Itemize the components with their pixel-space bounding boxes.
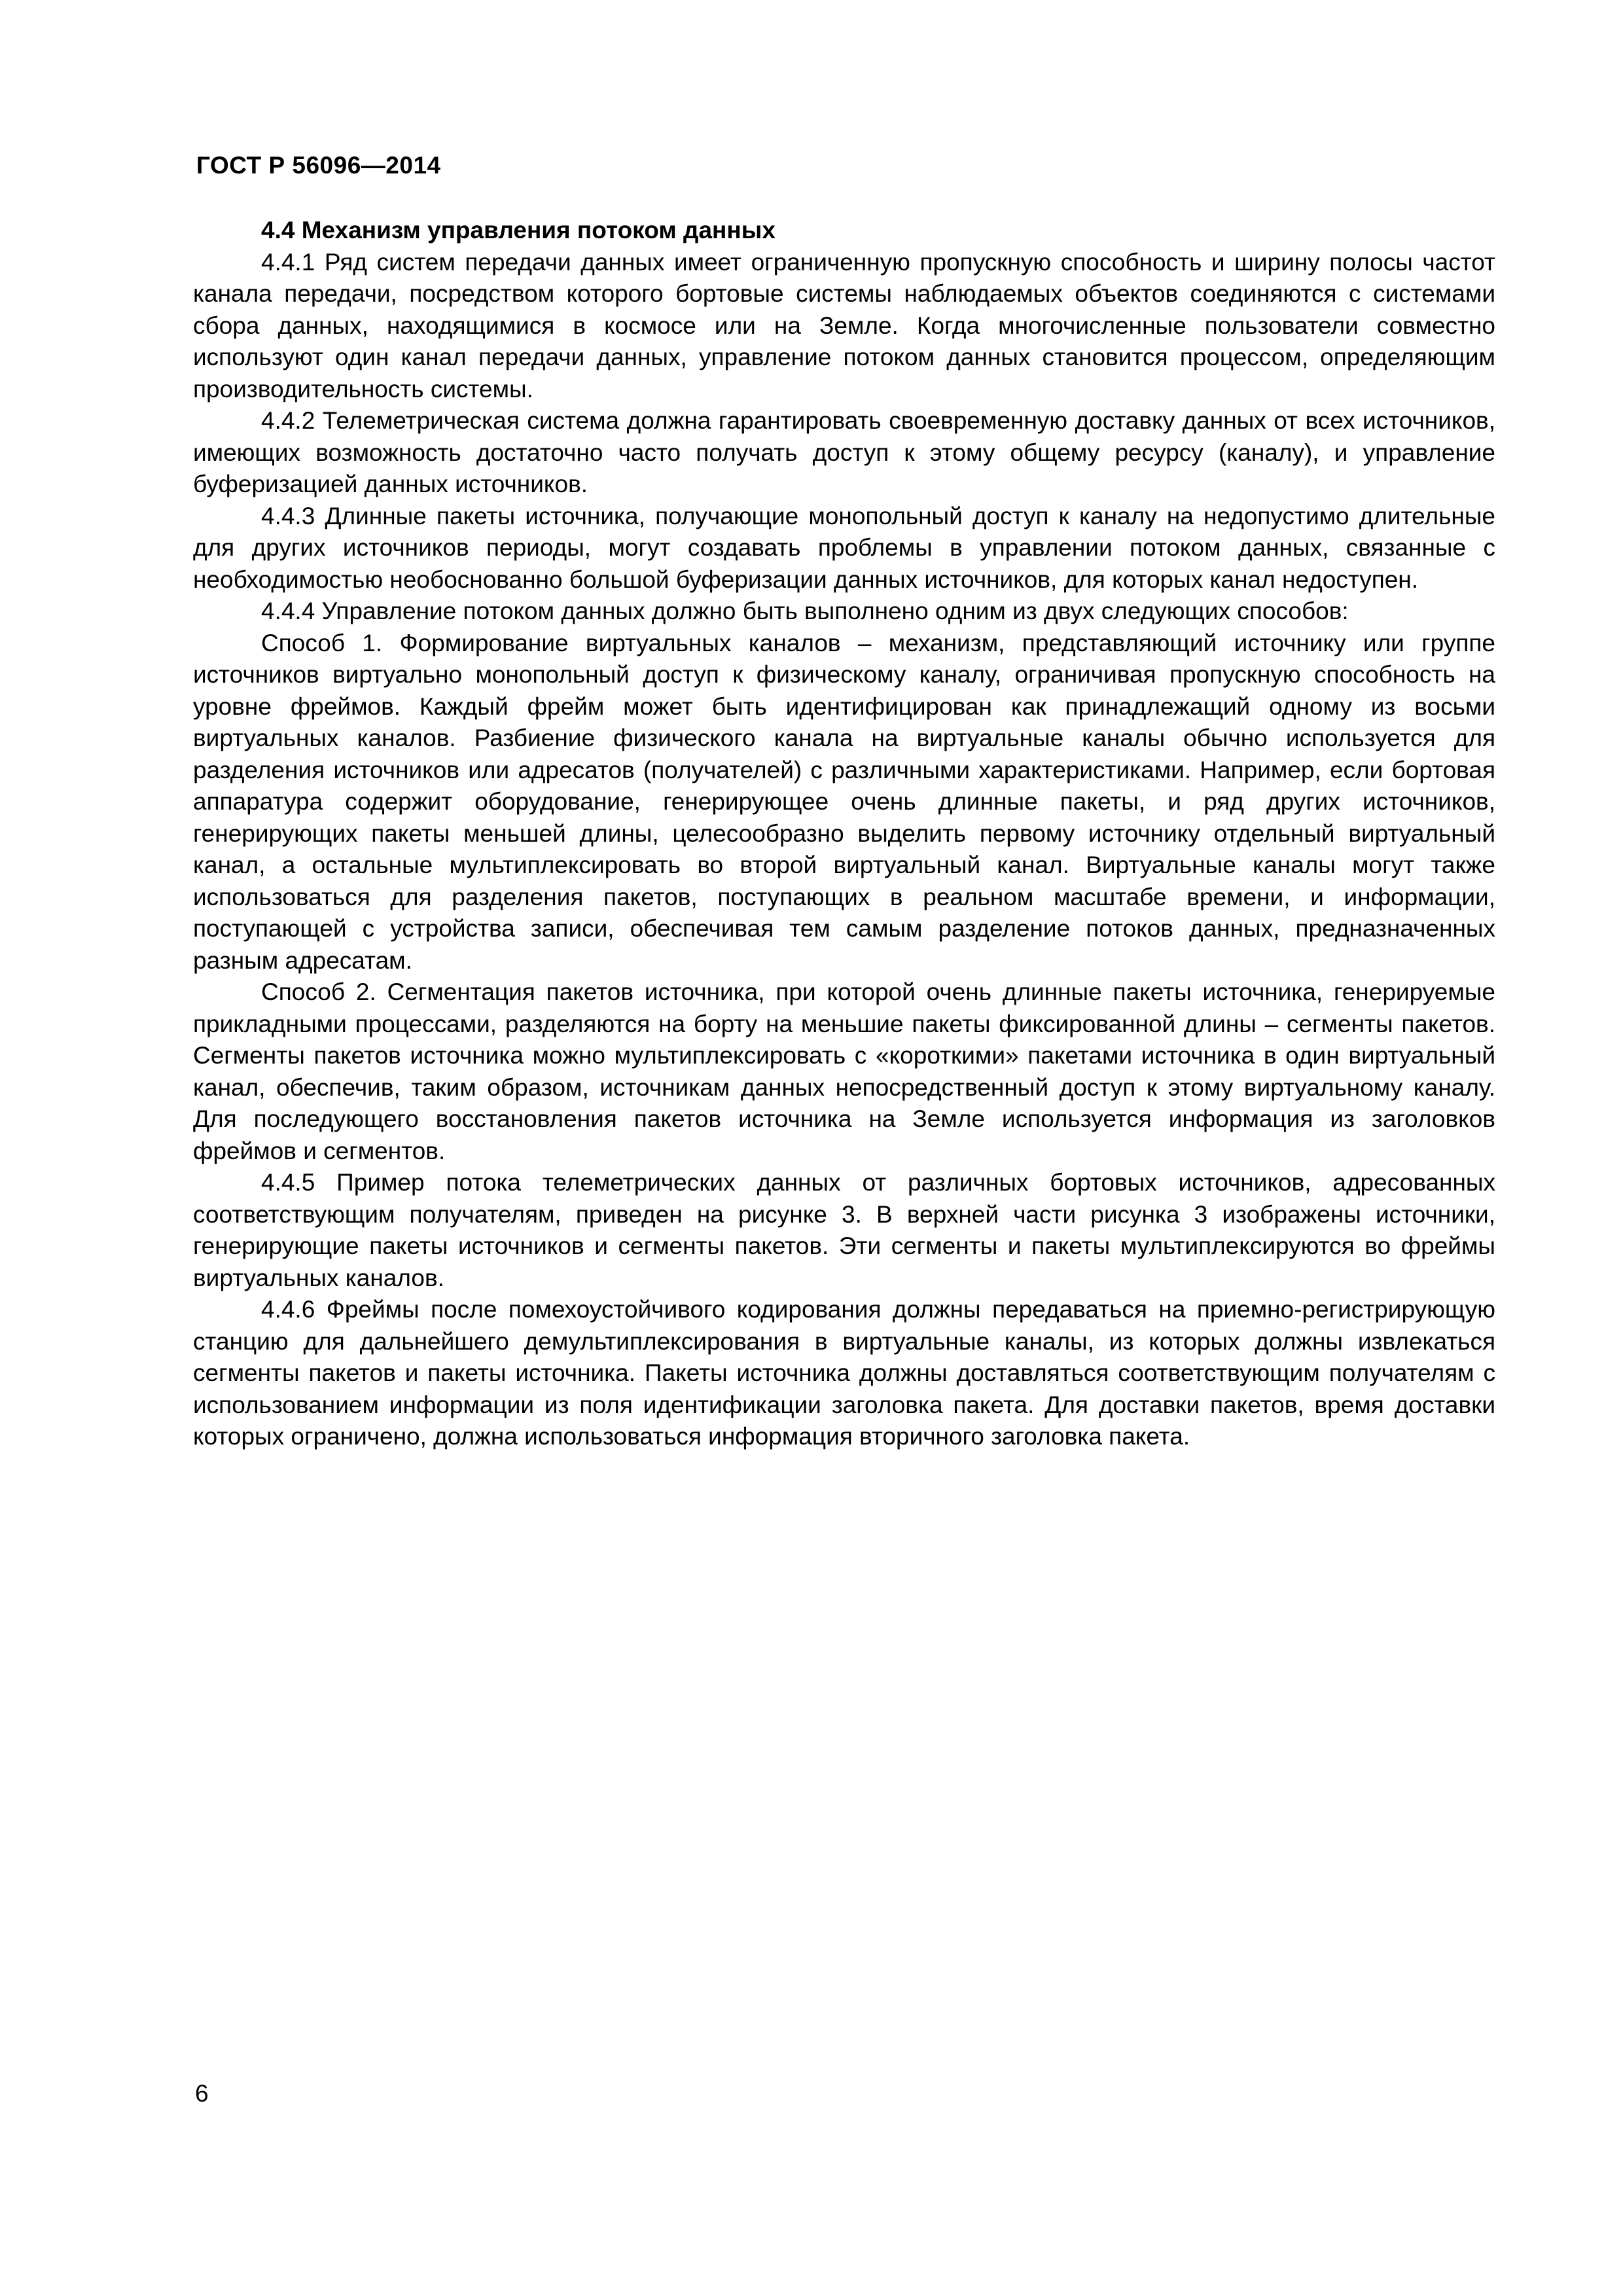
paragraph-4-4-1: 4.4.1 Ряд систем передачи данных имеет ограниченную пропускную способность и ширину полосы частот канала передачи, посредством которого бортовые системы наблюдаемых объектов соединяются с системами сбора данных, находящимися в космосе или на Земле. Когда многочисленные пользователи совместно используют один канал передачи данных, управление потоком данных становится процессом, определяющим производительность системы. [193, 248, 1495, 403]
paragraph-4-4-2: 4.4.2 Телеметрическая система должна гарантировать своевременную доставку данных от всех источников, имеющих возможность достаточно часто получать доступ к этому общему ресурсу (каналу), и управление буферизацией данных источников. [193, 407, 1495, 497]
document-body [193, 215, 1495, 1453]
paragraph-4-4-6: 4.4.6 Фреймы после помехоустойчивого кодирования должны передаваться на приемно-регистрирующую станцию для дальнейшего демультиплексирования в виртуальные каналы, из которых должны извлекаться сегменты пакетов и пакеты источника. Пакеты источника должны доставляться соответствующим получателям с использованием информации из поля идентификации заголовка пакета. Для доставки пакетов, время доставки которых ограничено, должна использоваться информация вторичного заголовка пакета. [193, 1296, 1495, 1450]
paragraph-method-2: Способ 2. Сегментация пакетов источника, при которой очень длинные пакеты источника, генерируемые прикладными процессами, разделяются на борту на меньшие пакеты фиксированной длины – сегменты пакетов. Сегменты пакетов источника можно мультиплексировать с «короткими» пакетами источника в один виртуальный канал, обеспечив, таким образом, источникам данных непосредственный доступ к этому виртуальному каналу. Для последующего восстановления пакетов источника на Земле используется информация из заголовков фреймов и сегментов. [193, 978, 1495, 1164]
section-title: 4.4 Механизм управления потоком данных [261, 217, 776, 243]
document-header-standard-id: ГОСТ Р 56096—2014 [196, 152, 441, 179]
page-number: 6 [195, 2080, 209, 2107]
paragraph-4-4-4: 4.4.4 Управление потоком данных должно быть выполнено одним из двух следующих способов: [261, 598, 1349, 624]
paragraph-4-4-3: 4.4.3 Длинные пакеты источника, получающие монопольный доступ к каналу на недопустимо длительные для других источников периоды, могут создавать проблемы в управлении потоком данных, связанные с необходимостью необоснованно большой буферизации данных источников, для которых канал недоступен. [193, 502, 1495, 593]
paragraph-method-1: Способ 1. Формирование виртуальных каналов – механизм, представляющий источнику или группе источников виртуально монопольный доступ к физическому каналу, ограничивая пропускную способность на уровне фреймов. Каждый фрейм может быть идентифицирован как принадлежащий одному из восьми виртуальных каналов. Разбиение физического канала на виртуальные каналы обычно используется для разделения источников или адресатов (получателей) с различными характеристиками. Например, если бортовая аппаратура содержит оборудование, генерирующее очень длинные пакеты, и ряд других источников, генерирующих пакеты меньшей длины, целесообразно выделить первому источнику отдельный виртуальный канал, а остальные мультиплексировать во второй виртуальный канал. Виртуальные каналы могут также использоваться для разделения пакетов, поступающих в реальном масштабе времени, и информации, поступающей с устройства записи, обеспечивая тем самым разделение потоков данных, предназначенных разным адресатам. [193, 629, 1495, 974]
paragraph-4-4-5: 4.4.5 Пример потока телеметрических данных от различных бортовых источников, адресованных соответствующим получателям, приведен на рисунке 3. В верхней части рисунка 3 изображены источники, генерирующие пакеты источников и сегменты пакетов. Эти сегменты и пакеты мультиплексируются во фреймы виртуальных каналов. [193, 1169, 1495, 1291]
